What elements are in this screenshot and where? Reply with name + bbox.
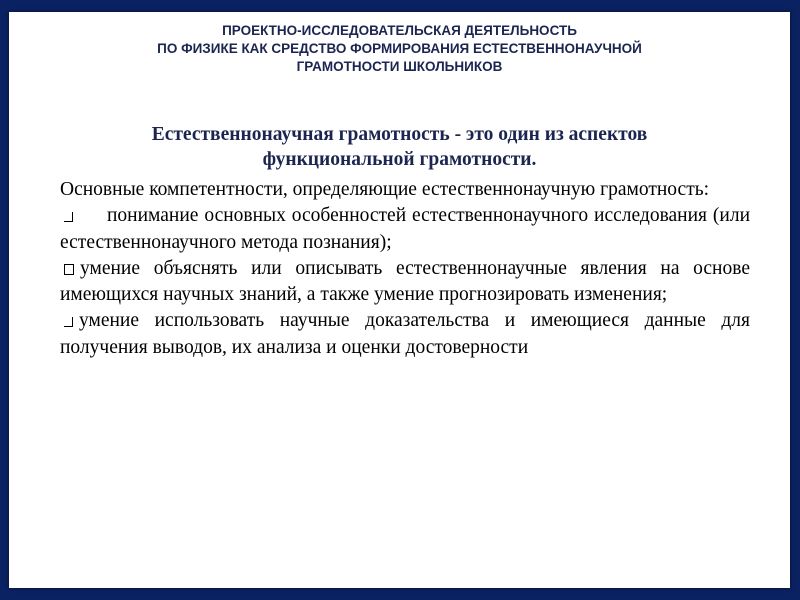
slide <box>9 12 790 588</box>
square-bullet-icon <box>64 264 74 275</box>
list-item <box>60 203 750 256</box>
title-line: ГРАМОТНОСТИ ШКОЛЬНИКОВ <box>296 59 503 74</box>
list-item-text: умение использовать научные доказательства и имеющиеся данные для получения выводов, их анализа и оценки достоверности <box>60 310 750 358</box>
intro-text: Основные компетентности, определяющие естественнонаучную грамотность: <box>60 179 710 200</box>
list-item-text: понимание основных особенностей естественнонаучного исследования (или естественнонаучного метода познания); <box>60 205 750 253</box>
slide-subtitle <box>9 122 790 172</box>
title-line: ПРОЕКТНО-ИССЛЕДОВАТЕЛЬСКАЯ ДЕЯТЕЛЬНОСТЬ <box>222 23 577 38</box>
corner-bullet-icon <box>64 317 73 327</box>
slide-title <box>9 22 790 76</box>
slide-body <box>60 177 750 361</box>
list-item-text: умение объяснять или описывать естественнонаучные явления на основе имеющихся научных знаний, а также умение прогнозировать изменения; <box>60 257 750 306</box>
title-line: ПО ФИЗИКЕ КАК СРЕДСТВО ФОРМИРОВАНИЯ ЕСТЕСТВЕННОНАУЧНОЙ <box>157 41 642 56</box>
list-item <box>60 308 750 361</box>
list-item <box>60 256 750 309</box>
subtitle-line: Естественнонаучная грамотность - это один из аспектов <box>151 124 648 145</box>
corner-bullet-icon <box>64 212 73 222</box>
subtitle-line: функциональной грамотности. <box>262 149 537 170</box>
